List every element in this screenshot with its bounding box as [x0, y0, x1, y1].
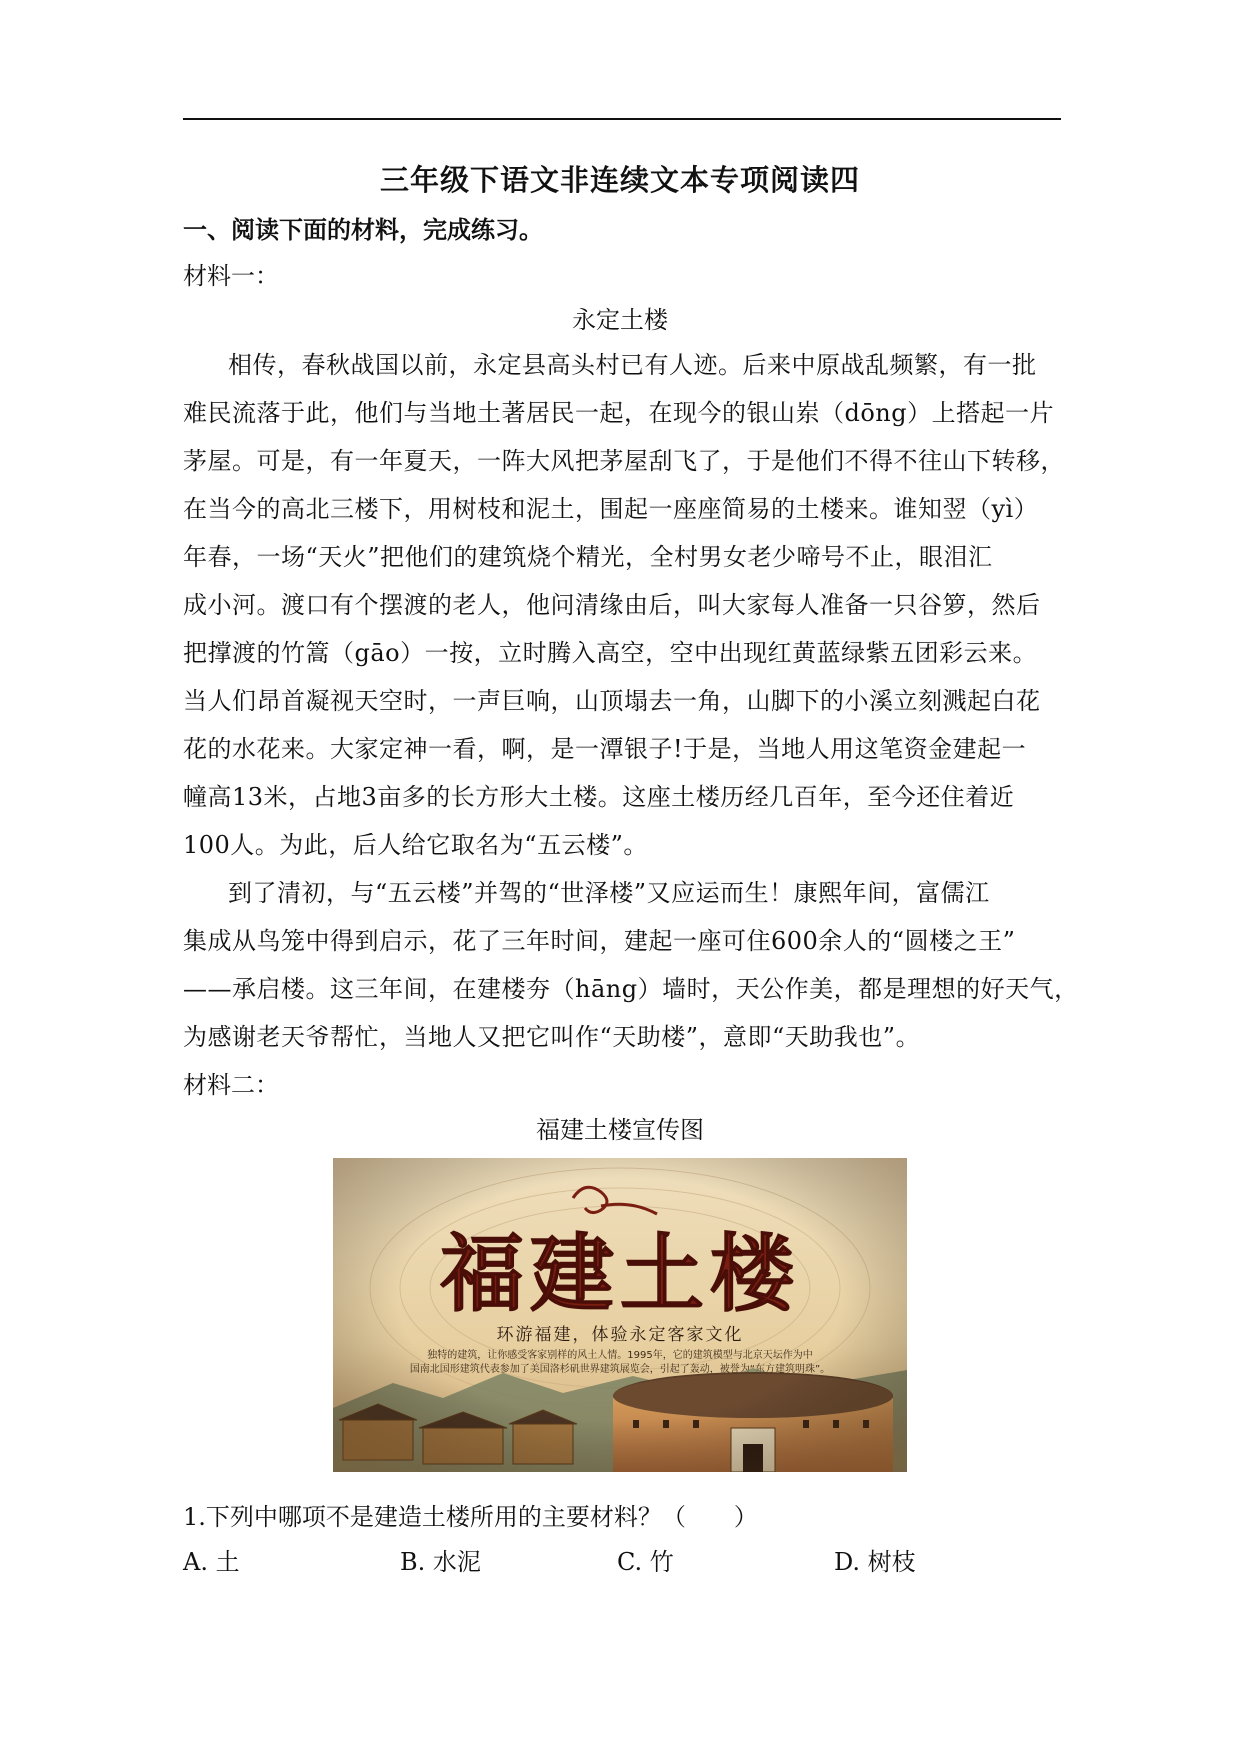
paragraph-line: 茅屋。可是，有一年夏天，一阵大风把茅屋刮飞了，于是他们不得不往山下转移，	[183, 447, 1065, 475]
paragraph-line: 到了清初，与“五云楼”并驾的“世泽楼”又应运而生！康熙年间，富儒江	[228, 879, 990, 907]
paragraph-line: 难民流落于此，他们与当地土著居民一起，在现今的银山岽（dōng）上搭起一片	[183, 399, 1055, 427]
paragraph-line: ——承启楼。这三年间，在建楼夯（hāng）墙时，天公作美，都是理想的好天气，	[183, 975, 1079, 1003]
material2-label: 材料二：	[183, 1071, 279, 1099]
paragraph-line: 把撑渡的竹篙（gāo）一按，立时腾入高空，空中出现红黄蓝绿紫五团彩云来。	[183, 639, 1038, 667]
material1-label: 材料一：	[183, 262, 279, 290]
paragraph-line: 相传，春秋战国以前，永定县高头村已有人迹。后来中原战乱频繁，有一批	[228, 351, 1037, 379]
tulou-promo-poster	[333, 1158, 907, 1472]
paragraph-line: 100人。为此，后人给它取名为“五云楼”。	[183, 831, 648, 859]
header-rule	[183, 118, 1061, 120]
page-title: 三年级下语文非连续文本专项阅读四	[379, 163, 860, 197]
question-1: 1.下列中哪项不是建造土楼所用的主要材料？（ ）	[183, 1503, 758, 1531]
paragraph-line: 成小河。渡口有个摆渡的老人，他问清缘由后，叫大家每人准备一只谷箩，然后	[183, 591, 1041, 619]
option-a[interactable]: A. 土	[183, 1548, 240, 1576]
paragraph-line: 年春，一场“天火”把他们的建筑烧个精光，全村男女老少啼号不止，眼泪汇	[183, 543, 993, 571]
paragraph-line: 在当今的高北三楼下，用树枝和泥土，围起一座座简易的土楼来。谁知翌（yì）	[183, 495, 1039, 523]
section-heading: 一、阅读下面的材料，完成练习。	[183, 215, 543, 244]
option-d[interactable]: D. 树枝	[834, 1548, 916, 1576]
material1-subtitle: 永定土楼	[572, 306, 668, 334]
paragraph-line: 集成从鸟笼中得到启示，花了三年时间，建起一座可住600余人的“圆楼之王”	[183, 927, 1016, 955]
option-c[interactable]: C. 竹	[617, 1548, 674, 1576]
paragraph-line: 当人们昂首凝视天空时，一声巨响，山顶塌去一角，山脚下的小溪立刻溅起白花	[183, 687, 1041, 715]
material2-subtitle: 福建土楼宣传图	[536, 1116, 704, 1144]
paragraph-line: 为感谢老天爷帮忙，当地人又把它叫作“天助楼”，意即“天助我也”。	[183, 1023, 921, 1051]
option-b[interactable]: B. 水泥	[400, 1548, 481, 1576]
poster-vignette	[333, 1158, 907, 1472]
paragraph-line: 幢高13米，占地3亩多的长方形大土楼。这座土楼历经几百年，至今还住着近	[183, 783, 1015, 811]
paragraph-line: 花的水花来。大家定神一看，啊，是一潭银子!于是，当地人用这笔资金建起一	[183, 735, 1027, 763]
